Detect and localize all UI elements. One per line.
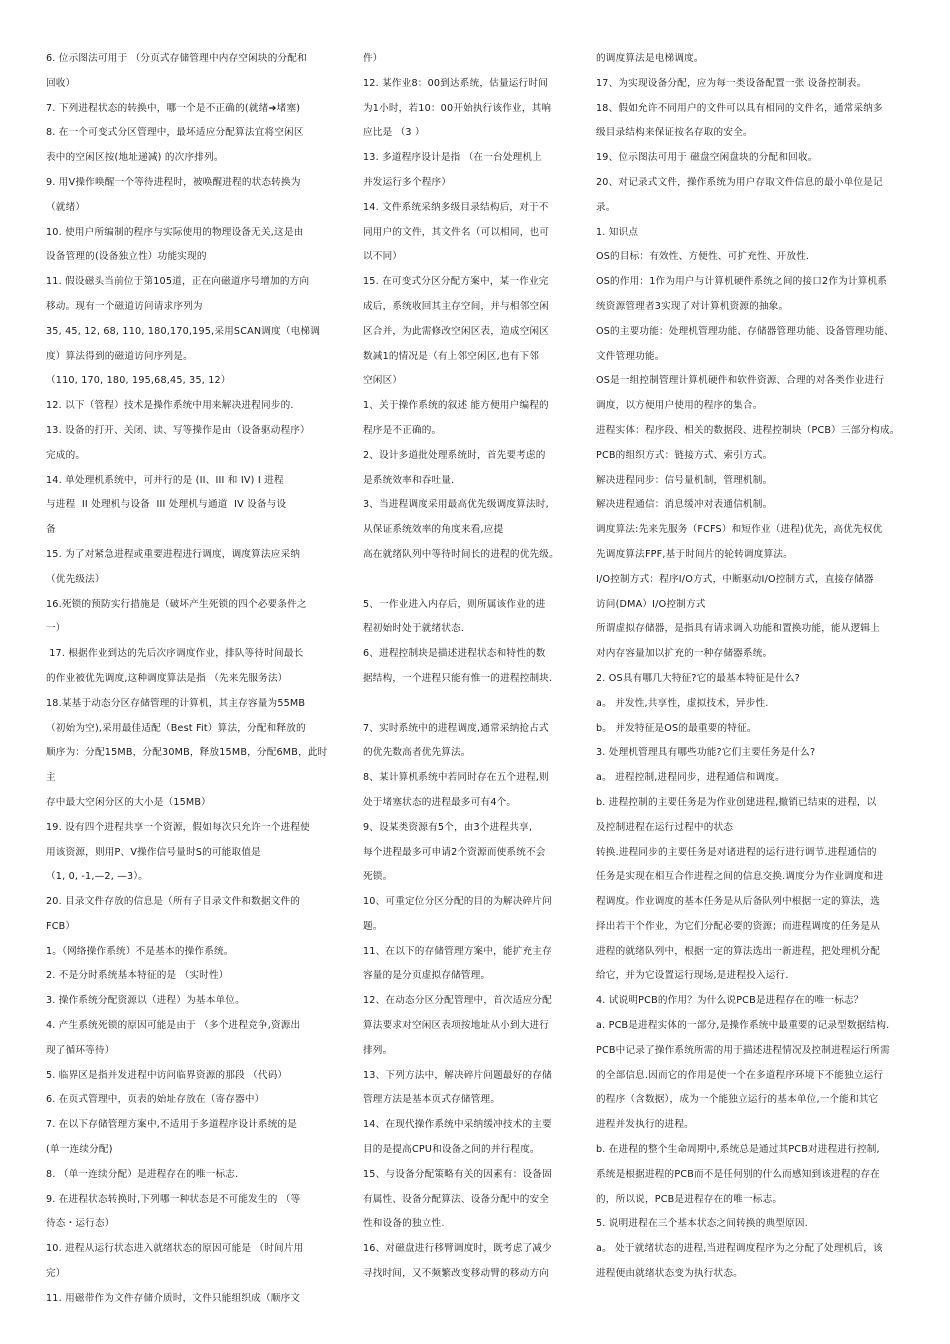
text-line: 9. 用V操作唤醒一个等待进程时，被唤醒进程的状态转换为: [46, 176, 301, 188]
left-column: [46, 47, 336, 1337]
text-line: 15. 为了对紧急进程或重要进程进行调度，调度算法应采纳: [46, 548, 301, 560]
text-line: 转换.进程同步的主要任务是对诸进程的运行进行调节.进程通信的: [596, 846, 877, 858]
text-line: 高在就绪队列中等待时间长的进程的优先级。: [363, 548, 559, 560]
text-line: 算法要求对空闲区表项按地址从小到大进行: [363, 1020, 550, 1032]
text-line: 所谓虚拟存储器，是指具有请求调入功能和置换功能，能从逻辑上: [596, 623, 881, 635]
text-line: 8. 在一个可变式分区管理中，最坏适应分配算法宜将空闲区: [46, 127, 304, 139]
text-line: 程初始时处于就绪状态.: [363, 623, 465, 635]
text-line: PCB的组织方式：链接方式、索引方式。: [596, 449, 773, 461]
text-line: 系统是根据进程的PCB而不是任何别的什么而感知到该进程的存在: [596, 1168, 881, 1180]
text-line: 8. （单一连续分配）是进程存在的唯一标志.: [46, 1168, 239, 1180]
text-line: 14. 单处理机系统中，可并行的是 (II、III 和 IV) I 进程: [46, 474, 284, 486]
text-line: 访问(DMA）I/O控制方式: [596, 598, 706, 610]
text-line: 有属性、设备分配算法、设备分配中的安全: [363, 1193, 550, 1205]
text-line: 10、可重定位分区分配的目的为解决碎片问: [363, 896, 552, 908]
text-line: 13、下列方法中，解决碎片问题最好的存储: [363, 1069, 552, 1081]
text-line: [363, 692, 573, 717]
text-line: 待态・运行态）: [46, 1218, 115, 1230]
text-line: 3. 处理机管理具有哪些功能?它们主要任务是什么?: [596, 747, 816, 759]
text-line: 移动。现有一个磁道访问请求序列为: [46, 300, 203, 312]
text-line: 现了循环等待）: [46, 1044, 115, 1056]
text-line: 18.某基于动态分区存储管理的计算机，其主存容量为55MB: [46, 697, 306, 709]
text-line: 给它，并为它设置运行现场,是进程投入运行.: [596, 970, 789, 982]
text-line: （初始为空),采用最佳适配（Best Fit）算法，分配和释放的: [46, 722, 306, 734]
text-line: 并发运行多个程序）: [363, 176, 452, 188]
text-line: 9、设某类资源有5个，由3个进程共享,: [363, 821, 533, 833]
text-line: 17. 根据作业到达的先后次序调度作业，排队等待时间最长: [46, 648, 304, 660]
text-line: 9. 在进程状态转换时,下列哪一种状态是不可能发生的 （等: [46, 1193, 301, 1205]
text-line: [363, 568, 573, 593]
text-line: b. 在进程的整个生命周期中,系统总是通过其PCB对进程进行控制,: [596, 1144, 880, 1156]
text-line: 7. 在以下存储管理方案中,不适用于多道程序设计系统的是: [46, 1119, 298, 1131]
text-line: a。 并发性,共享性，虚拟技术，异步性.: [596, 697, 769, 709]
text-line: I/O控制方式：程序I/O方式，中断驱动I/O控制方式，直接存储器: [596, 573, 874, 585]
text-line: 统资源管理者3实现了对计算机资源的抽象。: [596, 300, 789, 312]
text-line: 从保证系统效率的角度来看,应提: [363, 524, 504, 536]
text-line: 进程的就绪队列中，根据一定的算法选出一新进程，把处理机分配: [596, 945, 881, 957]
text-line: 与进程 II 处理机与设备 III 处理机与通道 IV 设备与设: [46, 499, 287, 511]
text-line: 录。: [596, 201, 616, 213]
text-line: 调度算法:先来先服务（FCFS）和短作业（进程)优先，高优先权优: [596, 524, 883, 536]
text-line: 4. 产生系统死锁的原因可能是由于 （多个进程竞争,资源出: [46, 1020, 301, 1032]
text-line: 排列。: [363, 1044, 393, 1056]
text-line: （110, 170, 180, 195,68,45, 35, 12）: [46, 375, 231, 387]
text-line: 13. 多道程序设计是指 （在一台处理机上: [363, 152, 543, 164]
text-line: 20. 目录文件存放的信息是（所有子目录文件和数据文件的: [46, 896, 301, 908]
text-line: FCB）: [46, 920, 76, 932]
text-line: （1, 0, -1,—2, —3）。: [46, 871, 149, 883]
text-line: 的作业被优先调度,这种调度算法是指 （先来先服务法）: [46, 672, 288, 684]
text-line: 度）算法得到的磁道访问序列是。: [46, 350, 193, 362]
text-line: （优先级法）: [46, 573, 105, 585]
text-line: a. PCB是进程实体的一部分,是操作系统中最重要的记录型数据结构.: [596, 1020, 890, 1032]
text-line: 14. 文件系统采纳多级目录结构后，对于不: [363, 201, 549, 213]
text-line: 回收）: [46, 77, 76, 89]
text-line: 进程便由就绪状态变为执行状态。: [596, 1268, 743, 1280]
text-line: 5、一作业进入内存后，则所属该作业的进: [363, 598, 546, 610]
text-line: 死锁。: [363, 871, 393, 883]
text-line: 7. 下列进程状态的转换中，哪一个是不正确的(就绪➜堵塞): [46, 102, 301, 114]
text-line: 完）: [46, 1268, 66, 1280]
text-line: 12. 以下（管程）技术是操作系统中用来解决进程同步的.: [46, 400, 294, 412]
text-line: 1。（网络操作系统）不是基本的操作系统。: [46, 945, 234, 957]
text-line: 11、在以下的存储管理方案中，能扩充主存: [363, 945, 552, 957]
text-line: 10. 进程从运行状态进入就绪状态的原因可能是 （时间片用: [46, 1243, 304, 1255]
text-line: 件）: [363, 53, 383, 64]
text-line: 的全部信息.因而它的作用是使一个在多道程序环境下不能独立运行: [596, 1069, 884, 1081]
text-line: 调度，以方便用户使用的程序的集合。: [596, 400, 763, 412]
text-line: 19. 设有四个进程共享一个资源，假如每次只允许一个进程使: [46, 821, 310, 833]
text-line: 11. 用磁带作为文件存储介质时，文件只能组织成（顺序文: [46, 1292, 301, 1304]
text-line: 2、设计多道批处理系统时，首先要考虑的: [363, 449, 546, 461]
text-line: 的，所以说，PCB是进程存在的唯一标志。: [596, 1193, 783, 1205]
text-line: 2. 不是分时系统基本特征的是 （实时性）: [46, 970, 229, 982]
text-line: 程调度。作业调度的基本任务是从后备队列中根据一定的算法，选: [596, 896, 881, 908]
text-line: 数减1的情况是（有上邻空闲区,也有下邻: [363, 350, 540, 362]
text-line: 处于堵塞状态的进程最多可有4个。: [363, 796, 517, 808]
text-line: 6. 位示图法可用于 （分页式存储管理中内存空闲块的分配和: [46, 53, 307, 64]
text-line: 用该资源，则用P、V操作信号量时S的可能取值是: [46, 846, 261, 858]
text-line: 及控制进程在运行过程中的状态: [596, 821, 734, 833]
text-line: 空闲区）: [363, 375, 403, 387]
text-line: (单一连续分配): [46, 1144, 113, 1156]
text-line: 程序是不正确的。: [363, 424, 442, 436]
text-line: 15、与设备分配策略有关的因素有：设备固: [363, 1168, 552, 1180]
text-line: 级目录结构来保证按名存取的安全。: [596, 127, 753, 139]
text-line: 10. 使用户所编制的程序与实际使用的物理设备无关,这是由: [46, 226, 304, 238]
text-line: 应比是 （3 ）: [363, 127, 425, 139]
text-line: 据结构，一个进程只能有惟一的进程控制块.: [363, 672, 553, 684]
text-line: PCB中记录了操作系统所需的用于描述进程情况及控制进程运行所需: [596, 1044, 890, 1056]
text-line: 11. 假设磁头当前位于第105道，正在向磁道序号增加的方向: [46, 276, 310, 288]
text-line: 进程实体：程序段、相关的数据段、进程控制块（PCB）三部分构成。: [596, 424, 900, 436]
text-line: 6. 在页式管理中，页表的始址存放在（寄存器中）: [46, 1094, 265, 1106]
text-line: 1. 知识点: [596, 226, 639, 238]
text-line: 13. 设备的打开、关闭、读、写等操作是由（设备驱动程序）: [46, 424, 310, 436]
text-line: 为1小时，若10：00开始执行该作业，其响: [363, 102, 552, 114]
text-line: 性和设备的独立性.: [363, 1218, 445, 1230]
text-line: 管理方法是基本页式存储管理。: [363, 1094, 501, 1106]
text-line: 12、在动态分区分配管理中，首次适应分配: [363, 995, 552, 1007]
text-line: 的程序（含数据），成为一个能独立运行的基本单位,一个能和其它: [596, 1094, 879, 1106]
text-line: 6、进程控制块是描述进程状态和特性的数: [363, 648, 546, 660]
text-line: 每个进程最多可申请2个资源而使系统不会: [363, 846, 546, 858]
text-line: 1、关于操作系统的叙述 能方便用户编程的: [363, 400, 549, 412]
text-line: 2. OS具有哪几大特征?它的最基本特征是什么?: [596, 672, 800, 684]
right-column: [596, 47, 911, 1337]
text-line: 进程并发执行的进程。: [596, 1119, 694, 1131]
text-line: b. 进程控制的主要任务是为作业创建进程,撤销已结束的进程，以: [596, 796, 877, 808]
text-line: 4. 试说明PCB的作用？为什么说PCB是进程存在的唯一标志？: [596, 995, 864, 1007]
text-line: 同用户的文件，其文件名（可以相同，也可: [363, 226, 550, 238]
text-line: 5. 临界区是指并发进程中访问临界资源的那段 （代码）: [46, 1069, 288, 1081]
text-line: 14、在现代操作系统中采纳缓冲技术的主要: [363, 1119, 552, 1131]
text-line: 的调度算法是电梯调度。: [596, 53, 704, 64]
text-line: 以不同）: [363, 251, 403, 263]
text-line: 任务是实现在相互合作进程之间的信息交换.调度分为作业调度和进: [596, 871, 884, 883]
text-line: OS是一组控制管理计算机硬件和软件资源、合理的对各类作业进行: [596, 375, 885, 387]
text-line: 7、实时系统中的进程调度,通常采纳抢占式: [363, 722, 549, 734]
text-line: a。 处于就绪状态的进程,当进程调度程序为之分配了处理机后，该: [596, 1243, 883, 1255]
text-line: 顺序为：分配15MB，分配30MB，释放15MB，分配6MB，此时主: [46, 747, 328, 784]
text-line: 5. 说明进程在三个基本状态之间转换的典型原因.: [596, 1218, 808, 1230]
text-line: 文件管理功能。: [596, 350, 665, 362]
text-line: 的优先数高者优先算法。: [363, 747, 471, 759]
text-line: （就绪）: [46, 201, 86, 213]
middle-column: [363, 47, 573, 1337]
text-line: 存中最大空闲分区的大小是（15MB）: [46, 796, 211, 808]
text-line: 8、某计算机系统中若同时存在五个进程,则: [363, 772, 549, 784]
text-line: 备: [46, 524, 56, 536]
text-line: 成后，系统收回其主存空间，并与相邻空闲: [363, 300, 550, 312]
text-line: 容量的是分页虚拟存储管理。: [363, 970, 491, 982]
text-line: 对内存容量加以扩充的一种存储器系统。: [596, 648, 773, 660]
text-line: 35, 45, 12, 68, 110, 180,170,195,采用SCAN调度（电梯调: [46, 325, 320, 337]
text-line: 解决进程同步：信号量机制，管理机制。: [596, 474, 773, 486]
text-line: b。 并发特征是OS的最重要的特征。: [596, 722, 757, 734]
text-line: OS的作用：1作为用户与计算机硬件系统之间的接口2作为计算机系: [596, 276, 888, 288]
text-line: 表中的空闲区按(地址递减) 的次序排列。: [46, 152, 224, 164]
text-line: 17、为实现设备分配，应为每一类设备配置一张 设备控制表。: [596, 77, 867, 89]
text-line: 择出若干个作业，为它们分配必要的资源；而进程调度的任务是从: [596, 920, 881, 932]
text-line: OS的目标：有效性、方便性、可扩充性、开放性.: [596, 251, 810, 263]
text-line: 16.死锁的预防实行措施是（破坏产生死锁的四个必要条件之: [46, 598, 307, 610]
text-line: 是系统效率和吞吐量.: [363, 474, 455, 486]
text-line: 19、位示图法可用于 磁盘空闲盘块的分配和回收。: [596, 152, 818, 164]
text-line: 15. 在可变式分区分配方案中，某一作业完: [363, 276, 549, 288]
text-line: 18、假如允许不同用户的文件可以具有相同的文件名，通常采纳多: [596, 102, 883, 114]
text-line: 12. 某作业8：00到达系统，估量运行时间: [363, 77, 548, 89]
text-line: 题。: [363, 920, 383, 932]
text-line: OS的主要功能：处理机管理功能、存储器管理功能、设备管理功能、: [596, 325, 895, 337]
text-line: 寻找时间，又不频繁改变移动臂的移动方向: [363, 1268, 550, 1280]
text-line: 20、对记录式文件，操作系统为用户存取文件信息的最小单位是记: [596, 176, 883, 188]
text-line: 先调度算法FPF,基于时间片的轮转调度算法。: [596, 548, 793, 560]
text-line: 一）: [46, 623, 66, 635]
text-line: 16、对磁盘进行移臂调度时，既考虑了减少: [363, 1243, 552, 1255]
text-line: 解决进程通信：消息缓冲对表通信机制。: [596, 499, 773, 511]
text-line: 完成的。: [46, 449, 86, 461]
text-line: 目的是提高CPU和设备之间的并行程度。: [363, 1144, 540, 1156]
text-line: 3. 操作系统分配资源以（进程）为基本单位。: [46, 995, 245, 1007]
text-line: 3、当进程调度采用最高优先级调度算法时,: [363, 499, 549, 511]
text-line: a。 进程控制,进程同步，进程通信和调度。: [596, 772, 785, 784]
text-line: 设备管理的(设备独立性）功能实现的: [46, 251, 207, 263]
text-line: 区合并，为此需修改空闲区表，造成空闲区: [363, 325, 550, 337]
